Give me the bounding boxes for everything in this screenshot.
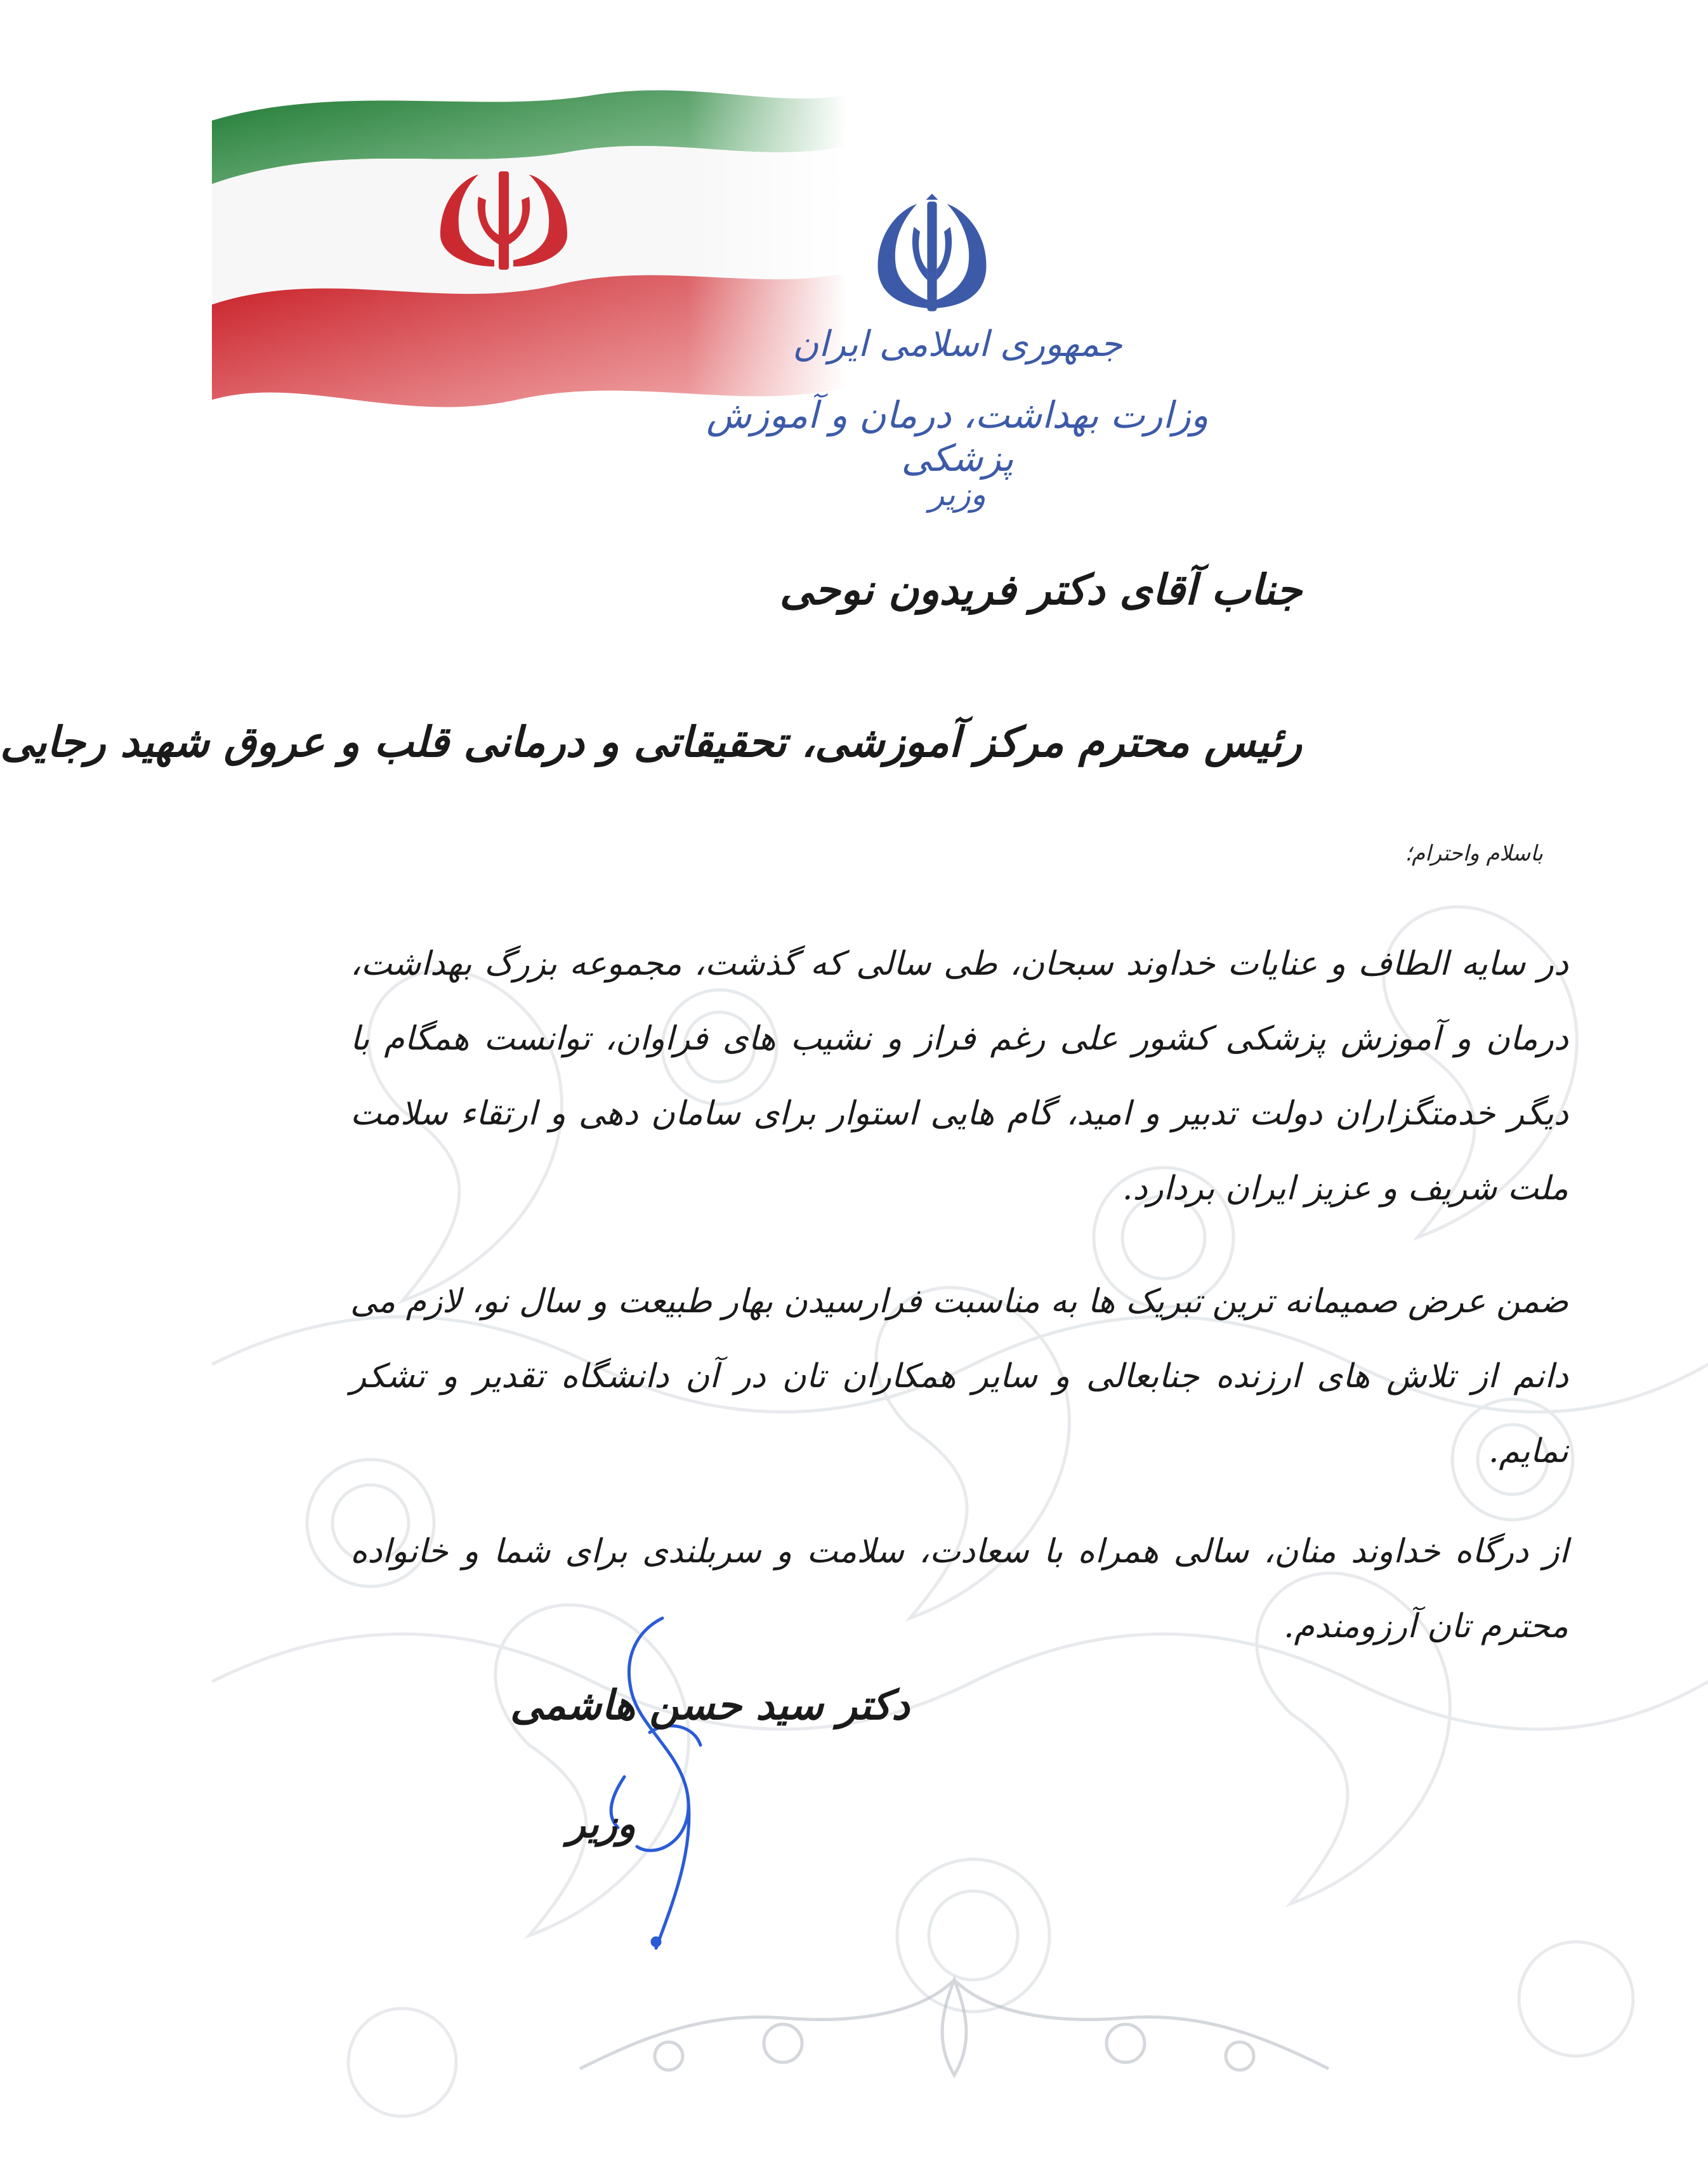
signature-icon [567,1605,745,1961]
body-closing: از درگاه خداوند منان، سالی همراه با سعادت، سلامت و سربلندی برای شما و خانواده محترم تان آرزومندم. [350,1533,1568,1645]
iran-emblem-icon [872,197,992,317]
greeting: باسلام واحترام؛ [1405,841,1543,866]
letterhead-ministry: وزارت بهداشت، درمان و آموزش پزشکی [706,393,1209,480]
body-paragraph-1: در سایه الطاف و عنایات خداوند سبحان، طی سالی که گذشت، مجموعه بزرگ بهداشت، درمان و آموزش پزشکی کشور علی رغم فراز و نشیب های فراوان، توانست همگام با دیگر خدمتگزاران دولت تدبیر و امید، گام هایی استوار برای سامان دهی و ارتقاء سلامت ملت شریف و عزیز ایران بردارد. [350,945,1568,1208]
signatory-name: دکتر سید حسن هاشمی [510,1682,910,1729]
letterhead-role: وزیر [929,476,986,513]
letter-body [350,926,1568,1702]
body-paragraph-2: ضمن عرض صمیمانه ترین تبریک ها به مناسبت فرارسیدن بهار طبیعت و سال نو، لازم می دانم از تلاش های ارزنده جنابعالی و سایر همکاران تان در آن دانشگاه تقدیر و تشکر نمایم. [350,1282,1568,1470]
bottom-ornament [478,1954,1430,2094]
addressee-position: رئیس محترم مرکز آموزشی، تحقیقاتی و درمانی قلب و عروق شهید رجایی [0,717,1302,767]
addressee-name: جناب آقای دکتر فریدون نوحی [779,565,1302,614]
letterhead-country: جمهوری اسلامی ایران [792,324,1122,365]
signatory-title: وزیر [567,1802,636,1847]
